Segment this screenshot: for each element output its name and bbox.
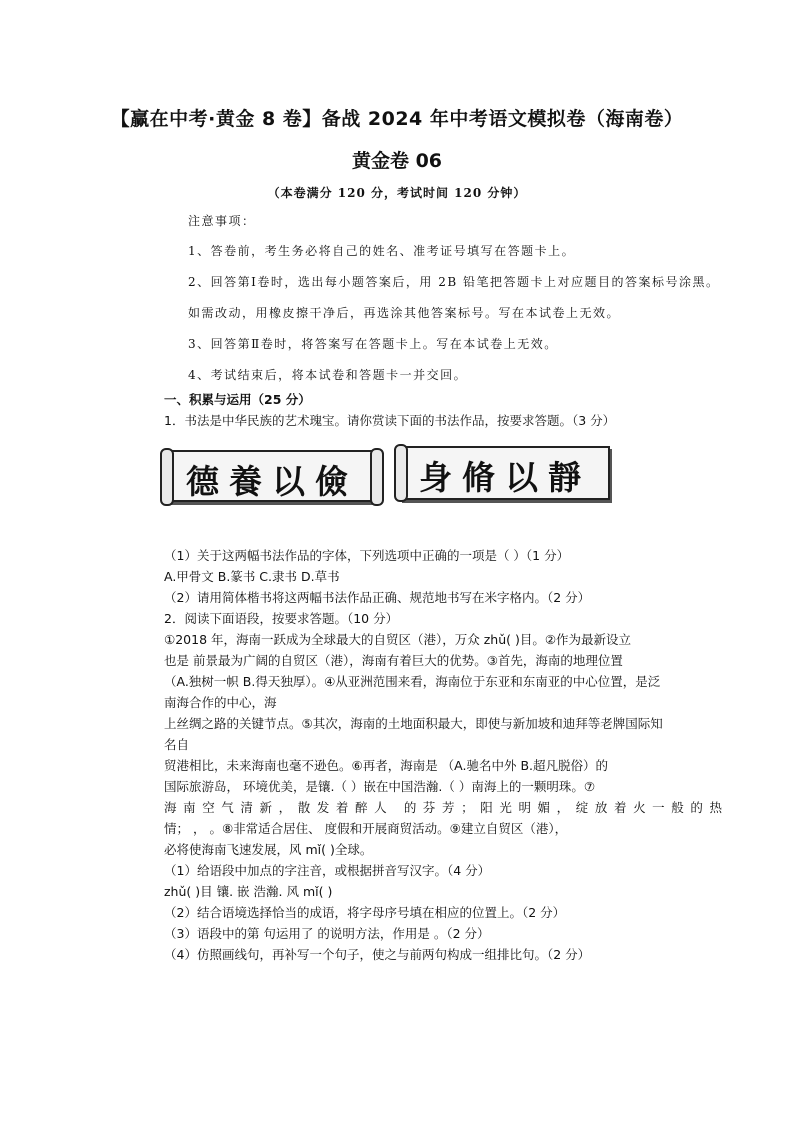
question-2-stem: 2．阅读下面语段，按要求答题。（10 分）: [164, 611, 399, 626]
passage-line: 名自: [164, 737, 190, 752]
document-title: 【赢在中考·黄金 8 卷】备战 2024 年中考语文模拟卷（海南卷）: [110, 108, 684, 130]
calligraphy-scroll-right: [400, 446, 610, 500]
notice-heading: 注意事项：: [188, 214, 256, 228]
question-1-part-2: （2）请用简体楷书将这两幅书法作品正确、规范地书写在米字格内。（2 分）: [164, 590, 591, 605]
notice-line: 1、答卷前，考生务必将自己的姓名、准考证号填写在答题卡上。: [188, 244, 576, 258]
document-subtitle: 黄金卷 06: [351, 150, 443, 172]
calligraphy-text: 德養以儉: [186, 462, 358, 501]
question-2-part-4: （4）仿照画线句，再补写一个句子，使之与前两句构成一组排比句。（2 分）: [164, 947, 591, 962]
question-2-part-1-answers: zhǔ( )目 镶. 嵌 浩瀚. 风 mǐ( ): [164, 884, 333, 899]
score-note: （本卷满分 120 分，考试时间 120 分钟）: [267, 186, 527, 200]
calligraphy-scroll-left: [166, 450, 378, 502]
question-1-stem: 1．书法是中华民族的艺术瑰宝。请你赏读下面的书法作品，按要求答题。（3 分）: [164, 413, 616, 428]
notice-line: 2、回答第Ⅰ卷时，选出每小题答案后，用 2B 铅笔把答题卡上对应题目的答案标号涂黑。: [188, 275, 720, 289]
passage-line: 南海合作的中心，海: [164, 695, 277, 710]
notice-line: 3、回答第Ⅱ卷时，将答案写在答题卡上。写在本试卷上无效。: [188, 337, 558, 351]
notice-line: 如需改动，用橡皮擦干净后，再选涂其他答案标号。写在本试卷上无效。: [188, 306, 621, 320]
passage-line: 国际旅游岛， 环境优美，是镶.（ ）嵌在中国浩瀚.（ ）南海上的一颗明珠。⑦: [164, 779, 596, 794]
question-2-part-1: （1）给语段中加点的字注音，或根据拼音写汉字。（4 分）: [164, 863, 491, 878]
passage-line: 情； ， 。⑧非常适合居住、 度假和开展商贸活动。⑨建立自贸区（港），: [164, 821, 568, 836]
passage-line: （A.独树一帜 B.得天独厚）。④从亚洲范围来看，海南位于东亚和东南亚的中心位置，是泛: [164, 674, 661, 689]
question-1-part-1: （1）关于这两幅书法作品的字体，下列选项中正确的一项是（ ）（1 分）: [164, 548, 570, 563]
calligraphy-text: 身脩以靜: [419, 458, 591, 497]
passage-line: 贸港相比，未来海南也毫不逊色。⑥再者，海南是 （A.驰名中外 B.超凡脱俗）的: [164, 758, 609, 773]
passage-line: ①2018 年，海南一跃成为全球最大的自贸区（港），万众 zhǔ( )目。②作为最新设立: [164, 632, 632, 647]
question-2-part-2: （2）结合语境选择恰当的成语，将字母序号填在相应的位置上。（2 分）: [164, 905, 566, 920]
notice-line: 4、考试结束后，将本试卷和答题卡一并交回。: [188, 368, 468, 382]
passage-line: 也是 前景最为广阔的自贸区（港），海南有着巨大的优势。③首先，海南的地理位置: [164, 653, 623, 668]
passage-line: 上丝绸之路的关键节点。⑤其次，海南的土地面积最大，即使与新加坡和迪拜等老牌国际知: [164, 716, 663, 731]
question-1-options: A.甲骨文 B.篆书 C.隶书 D.草书: [164, 569, 340, 584]
question-2-part-3: （3）语段中的第 句运用了 的说明方法，作用是 。（2 分）: [164, 926, 490, 941]
scroll-curl: [370, 448, 384, 506]
passage-line: 海南空气清新，散发着醉人 的芬芳；阳光明媚，绽放着火一般的热: [164, 800, 722, 815]
passage-line: 必将使海南飞速发展，风 mǐ( )全球。: [164, 842, 373, 857]
section-heading: 一、积累与运用（25 分）: [164, 392, 311, 407]
